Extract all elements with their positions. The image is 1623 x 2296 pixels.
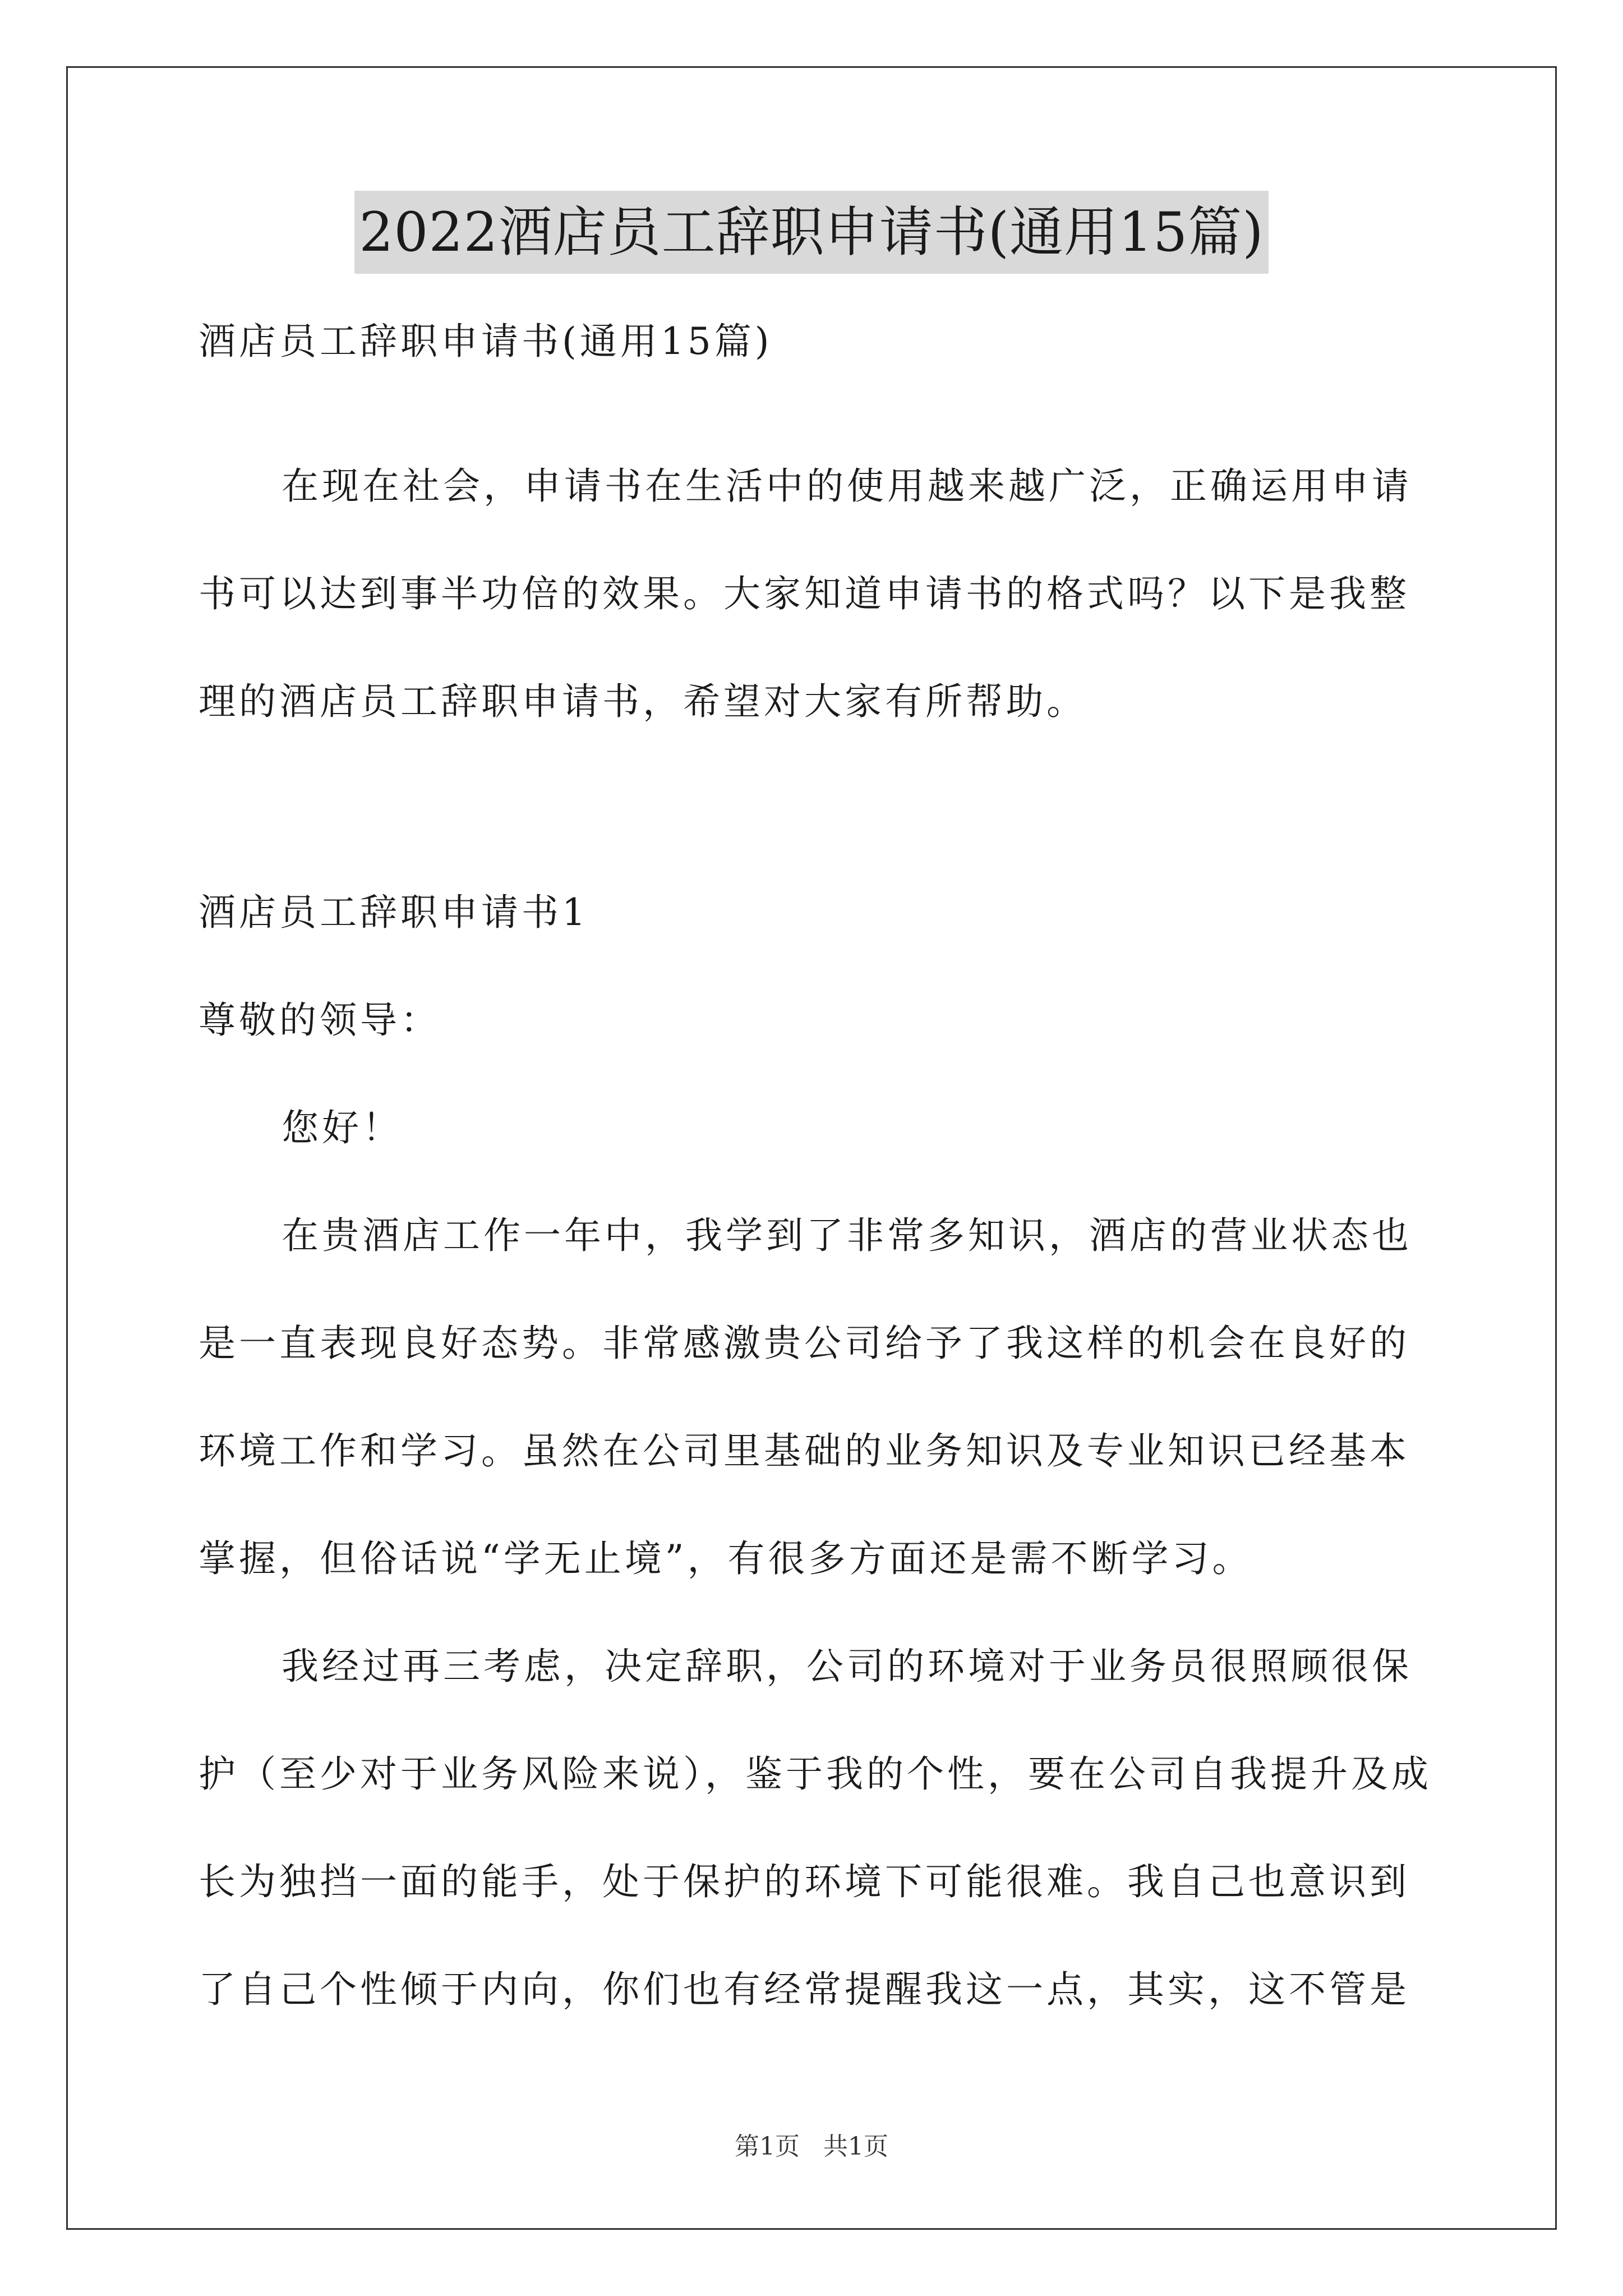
section-heading: 酒店员工辞职申请书1 xyxy=(199,891,589,934)
title-container xyxy=(0,191,1623,274)
body-line: 在贵酒店工作一年中，我学到了非常多知识，酒店的营业状态也 xyxy=(282,1214,1412,1257)
body-line: 是一直表现良好态势。非常感激贵公司给予了我这样的机会在良好的 xyxy=(199,1322,1410,1365)
document-title: 2022酒店员工辞职申请书(通用15篇) xyxy=(354,191,1268,274)
page-footer: 第1页 共1页 xyxy=(735,2132,888,2161)
salutation: 尊敬的领导： xyxy=(199,999,441,1042)
body-line: 环境工作和学习。虽然在公司里基础的业务知识及专业知识已经基本 xyxy=(199,1429,1410,1473)
body-line: 我经过再三考虑，决定辞职，公司的环境对于业务员很照顾很保 xyxy=(282,1645,1412,1688)
body-line: 掌握，但俗话说“学无止境”，有很多方面还是需不断学习。 xyxy=(199,1537,1253,1580)
body-line: 了自己个性倾于内向，你们也有经常提醒我这一点，其实，这不管是 xyxy=(199,1968,1410,2011)
body-line: 书可以达到事半功倍的效果。大家知道申请书的格式吗？以下是我整 xyxy=(199,572,1410,615)
body-line: 在现在社会，申请书在生活中的使用越来越广泛，正确运用申请 xyxy=(282,464,1412,508)
body-line: 理的酒店员工辞职申请书，希望对大家有所帮助。 xyxy=(199,680,1087,723)
body-line: 护（至少对于业务风险来说），鉴于我的个性，要在公司自我提升及成 xyxy=(199,1752,1432,1796)
subtitle-line: 酒店员工辞职申请书(通用15篇) xyxy=(199,320,773,363)
body-line: 长为独挡一面的能手，处于保护的环境下可能很难。我自己也意识到 xyxy=(199,1860,1410,1903)
greeting: 您好！ xyxy=(282,1106,403,1149)
